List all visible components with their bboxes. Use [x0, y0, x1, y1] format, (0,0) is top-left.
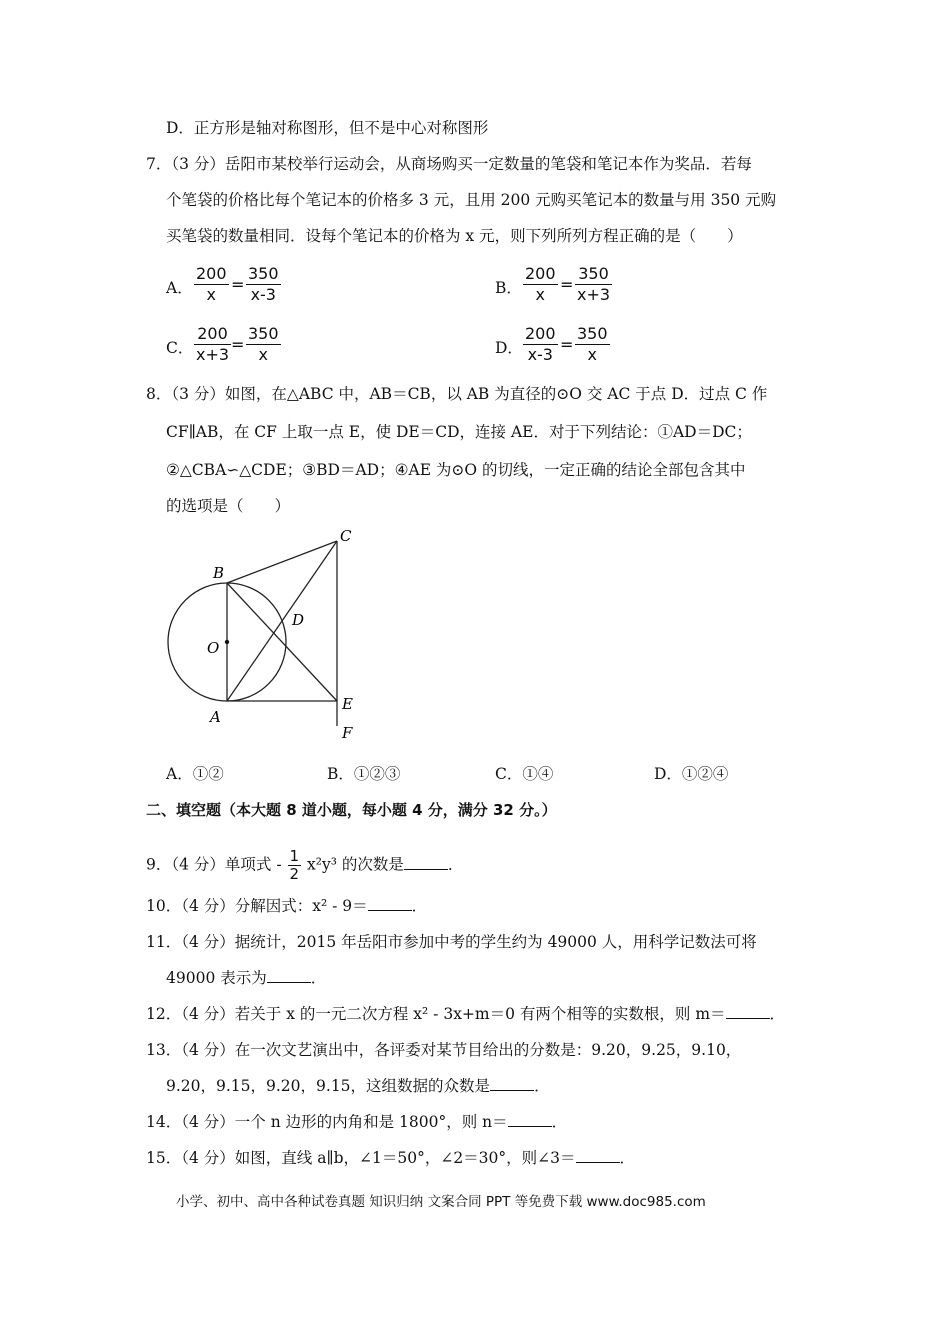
- option-label: C．: [166, 339, 194, 357]
- q6-option-d: D．正方形是轴对称图形，但不是中心对称图形: [166, 119, 489, 137]
- label-o: O: [207, 639, 220, 657]
- answer-blank[interactable]: [404, 855, 448, 870]
- answer-blank[interactable]: [726, 1004, 770, 1019]
- q11-line2: 49000 表示为 ．: [166, 969, 327, 987]
- q8-stem-line3: ②△CBA∽△CDE；③BD＝AD；④AE 为⊙O 的切线，一定正确的结论全部包含其中: [166, 461, 746, 479]
- equals-sign: =: [231, 335, 245, 354]
- fraction: $\frac{350}{x-3}$: [248, 264, 279, 304]
- answer-blank[interactable]: [576, 1148, 620, 1163]
- label-b: B: [213, 564, 225, 582]
- label-f: F: [342, 724, 353, 742]
- answer-blank[interactable]: [508, 1112, 552, 1127]
- q9-monomial: x²y³ 的次数是: [307, 855, 404, 874]
- option-label: B．: [495, 279, 522, 297]
- label-e: E: [342, 695, 353, 713]
- q12-line: 12．（4 分）若关于 x 的一元二次方程 x² - 3x+m＝0 有两个相等的实数根，则 m＝ ．: [146, 1005, 786, 1023]
- fraction: $\frac{350}{x}$: [577, 324, 608, 364]
- fraction: $\frac{200}{x+3}$: [196, 324, 230, 364]
- q8-geometry-figure: [160, 522, 360, 746]
- page-footer: 小学、初中、高中各种试卷真题 知识归纳 文案合同 PPT 等免费下载 www.doc985.com: [176, 1194, 706, 1210]
- label-c: C: [340, 527, 352, 545]
- q7-stem-line3: 买笔袋的数量相同．设每个笔记本的价格为 x 元，则下列所列方程正确的是（ ）: [166, 227, 743, 245]
- q10-line: 10．（4 分）分解因式：x² - 9＝ ．: [146, 897, 428, 915]
- q7-stem-line2: 个笔袋的价格比每个笔记本的价格多 3 元，且用 200 元购买笔记本的数量与用 350 元购: [166, 191, 777, 209]
- answer-blank[interactable]: [490, 1076, 534, 1091]
- label-d: D: [292, 611, 305, 629]
- q9-prefix: 9．（4 分）单项式 -: [146, 855, 282, 874]
- q13-line1: 13．（4 分）在一次文艺演出中，各评委对某节目给出的分数是：9.20，9.25，9.10，: [146, 1041, 742, 1059]
- segment-be: [227, 583, 337, 701]
- equals-sign: =: [560, 275, 574, 294]
- equals-sign: =: [231, 275, 245, 294]
- option-label: D．: [495, 339, 523, 357]
- fraction: $\frac{350}{x}$: [248, 324, 279, 364]
- segment-ac: [227, 541, 337, 701]
- q8-stem-line1: 8．（3 分）如图，在△ABC 中，AB＝CB，以 AB 为直径的⊙O 交 AC 于点 D．过点 C 作: [146, 385, 768, 403]
- q8-stem-line4: 的选项是（ ）: [166, 497, 291, 515]
- segment-bc: [227, 541, 337, 583]
- q9-fraction: $\frac{1}{2}$: [289, 847, 300, 883]
- q8-option-b: B．①②③: [327, 765, 401, 783]
- fraction: $\frac{350}{x+3}$: [577, 264, 611, 304]
- q13-line2: 9.20，9.15，9.20，9.15，这组数据的众数是 ．: [166, 1077, 550, 1095]
- q8-option-c: C．①④: [495, 765, 554, 783]
- answer-blank[interactable]: [368, 896, 412, 911]
- center-dot: [225, 640, 229, 644]
- q14-line: 14．（4 分）一个 n 边形的内角和是 1800°，则 n＝ ．: [146, 1113, 568, 1131]
- fraction: $\frac{200}{x}$: [525, 264, 556, 304]
- q7-stem-line1: 7．（3 分）岳阳市某校举行运动会，从商场购买一定数量的笔袋和笔记本作为奖品．若每: [146, 155, 752, 173]
- q15-line: 15．（4 分）如图，直线 a∥b，∠1＝50°，∠2＝30°，则∠3＝ ．: [146, 1149, 636, 1167]
- q8-option-a: A．①②: [166, 765, 224, 783]
- q8-option-d: D．①②④: [654, 765, 729, 783]
- q8-stem-line2: CF∥AB，在 CF 上取一点 E，使 DE＝CD，连接 AE．对于下列结论：①AD＝DC；: [166, 423, 752, 441]
- q9-line: 9．（4 分）单项式 - $\frac{1}{2}$ x²y³ 的次数是 ．: [146, 847, 464, 883]
- label-a: A: [210, 708, 221, 726]
- fraction: $\frac{200}{x-3}$: [525, 324, 556, 364]
- option-label: A．: [166, 279, 193, 297]
- equals-sign: =: [560, 335, 574, 354]
- section-heading: 二、填空题（本大题 8 道小题，每小题 4 分，满分 32 分。）: [146, 801, 557, 819]
- answer-blank[interactable]: [267, 968, 311, 983]
- q11-line1: 11．（4 分）据统计，2015 年岳阳市参加中考的学生约为 49000 人，用科学记数法可将: [146, 933, 757, 951]
- fraction: $\frac{200}{x}$: [196, 264, 227, 304]
